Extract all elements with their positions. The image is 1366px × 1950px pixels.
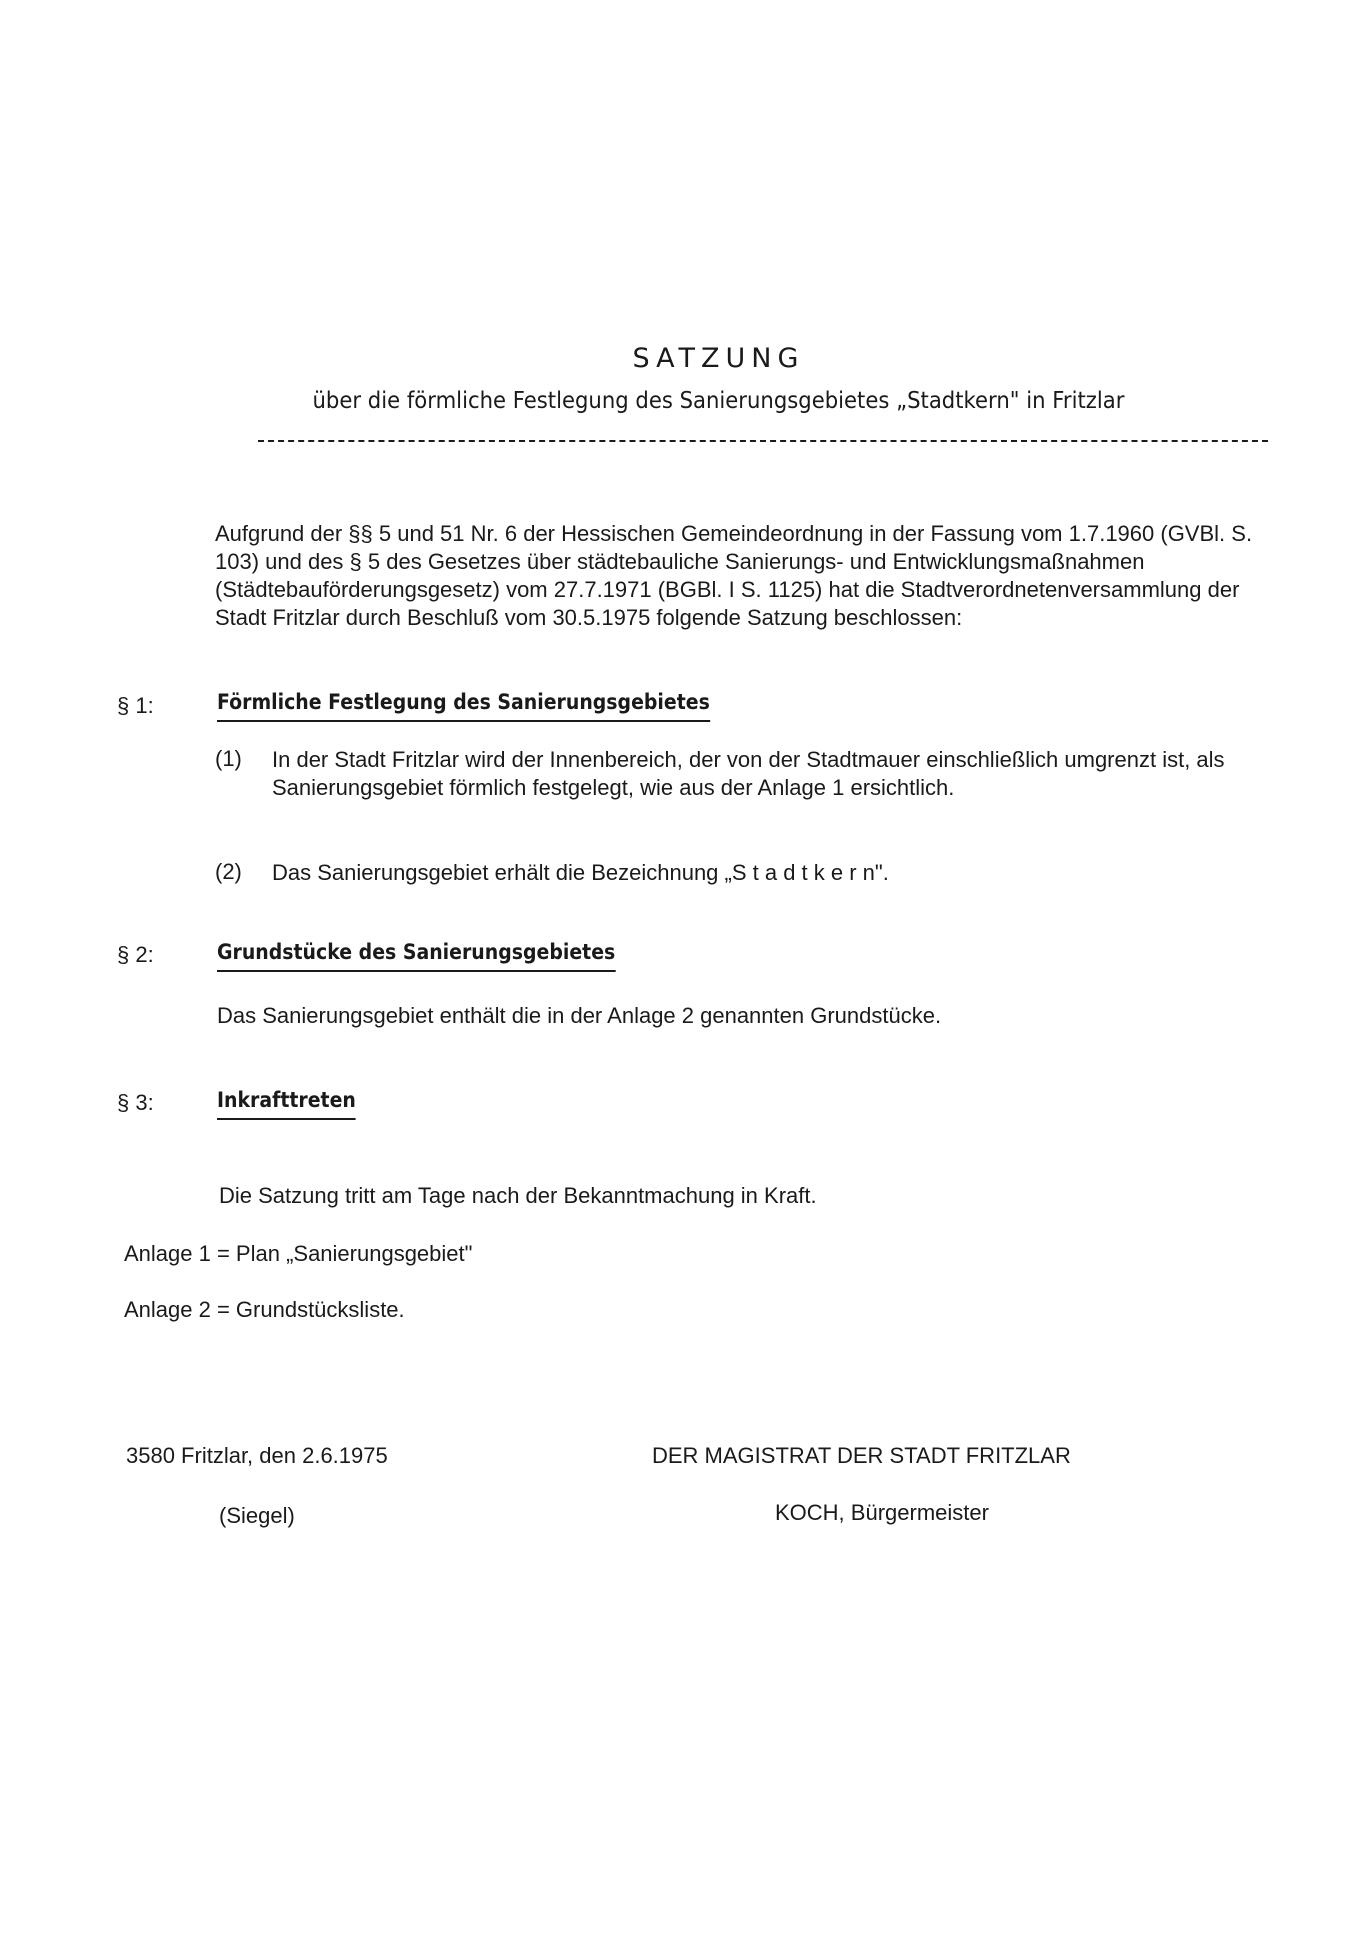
- place-and-date: 3580 Fritzlar, den 2.6.1975: [126, 1443, 388, 1468]
- signatory: KOCH, Bürgermeister: [775, 1500, 989, 1525]
- section-1-paragraph-2-number: (2): [215, 859, 242, 884]
- section-3-heading: Inkrafttreten: [217, 1088, 356, 1120]
- section-1-paragraph-1-number: (1): [215, 746, 242, 771]
- document-subtitle: über die förmliche Festlegung des Sanierungsgebietes „Stadtkern" in Fritzlar: [312, 388, 1125, 414]
- section-2-number: § 2:: [117, 942, 154, 967]
- preamble-text: Aufgrund der §§ 5 und 51 Nr. 6 der Hessischen Gemeindeordnung in der Fassung vom 1.7.1960 (GVBl. S. 103) und des § 5 des Gesetzes über städtebauliche Sanierungs- und Entwicklungsmaßnahmen (Städtebauförderungsgesetz) vom 27.7.1971 (BGBl. I S. 1125) hat die Stadtverordnetenversammlung der Stadt Fritzlar durch Beschluß vom 30.5.1975 folgende Satzung beschlossen:: [215, 521, 1253, 630]
- document-title: SATZUNG: [632, 343, 805, 374]
- section-3-number: § 3:: [117, 1090, 154, 1115]
- section-1-heading: Förmliche Festlegung des Sanierungsgebietes: [217, 690, 710, 722]
- annex-2: Anlage 2 = Grundstücksliste.: [124, 1297, 405, 1322]
- seal-note: (Siegel): [219, 1503, 295, 1528]
- section-1-paragraph-1-text: In der Stadt Fritzlar wird der Innenbereich, der von der Stadtmauer einschließlich umgrenzt ist, als Sanierungsgebiet förmlich festgelegt, wie aus der Anlage 1 ersichtlich.: [272, 747, 1225, 800]
- section-2-text: Das Sanierungsgebiet enthält die in der Anlage 2 genannten Grundstücke.: [217, 1003, 942, 1028]
- section-2-heading: Grundstücke des Sanierungsgebietes: [217, 940, 615, 972]
- section-1-number: § 1:: [117, 693, 154, 718]
- section-3-text: Die Satzung tritt am Tage nach der Bekanntmachung in Kraft.: [219, 1183, 817, 1208]
- annex-1: Anlage 1 = Plan „Sanierungsgebiet": [124, 1241, 473, 1266]
- section-1-paragraph-2-text: Das Sanierungsgebiet erhält die Bezeichnung „S t a d t k e r n".: [272, 860, 889, 885]
- issuing-authority: DER MAGISTRAT DER STADT FRITZLAR: [652, 1443, 1071, 1468]
- dashed-divider: [258, 440, 1268, 442]
